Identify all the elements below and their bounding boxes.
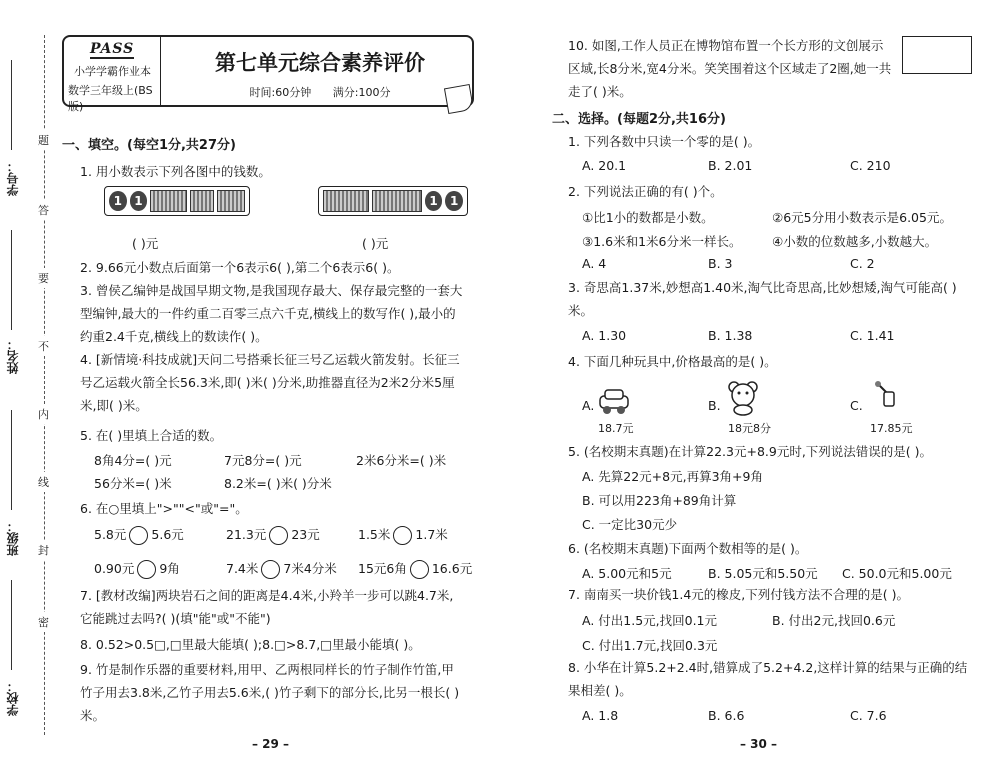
answer-blank[interactable]: ( )元 <box>362 236 389 251</box>
compare-item: 21.3元 23元 <box>226 525 320 545</box>
name-label: 姓名： <box>6 338 20 374</box>
header-box <box>62 35 474 113</box>
compare-item: 1.5米 1.7米 <box>358 525 448 545</box>
teddy-bear-icon <box>726 380 760 416</box>
answer-blank[interactable]: ( )元 <box>132 236 159 251</box>
price-label: 17.85元 <box>870 422 913 435</box>
price-label: 18.7元 <box>598 422 634 435</box>
display-area-figure <box>902 36 972 74</box>
choice-3: 3. 奇思高1.37米,妙想高1.40米,淘气比奇思高,比妙想矮,淘气可能高( )米。 <box>568 280 957 318</box>
statement: ④小数的位数越多,小数越大。 <box>772 234 938 249</box>
choice-7: 7. 南南买一块价钱1.4元的橡皮,下列付钱方法不合理的是( )。 <box>568 587 909 602</box>
time-limit: 时间:60分钟 <box>249 86 312 99</box>
class-label: 班级： <box>6 520 20 556</box>
pass-logo: PASS <box>90 41 135 57</box>
section-choice-title: 二、选择。(每题2分,共16分) <box>552 112 726 127</box>
toy-fan-icon <box>872 380 902 410</box>
option[interactable]: C. 付出1.7元,找回0.3元 <box>582 638 718 653</box>
banknote-icon <box>150 190 187 212</box>
choice-5: 5. (名校期末真题)在计算22.3元+8.9元时,下列说法错误的是( )。 <box>568 444 933 459</box>
seal-char: 不 <box>38 336 49 356</box>
seal-char: 答 <box>38 200 49 220</box>
banknote-icon <box>190 190 213 212</box>
coin-icon: 1 <box>109 191 127 211</box>
series-panel <box>64 37 161 113</box>
option[interactable]: B. 可以用223角+89角计算 <box>582 493 737 508</box>
option[interactable]: C. <box>850 398 863 413</box>
option[interactable]: C. 一定比30元少 <box>582 517 678 532</box>
seal-char: 要 <box>38 268 49 288</box>
seal-char: 内 <box>38 404 49 424</box>
school-label: 学校： <box>6 680 20 716</box>
choice-6: 6. (名校期末真题)下面两个数相等的是( )。 <box>568 541 808 556</box>
option[interactable]: A. 先算22元+8元,再算3角+9角 <box>582 469 763 484</box>
option[interactable]: A. 4 <box>582 256 607 271</box>
q5-item: 8角4分=( )元 <box>94 453 172 468</box>
seal-char: 密 <box>38 612 49 632</box>
option[interactable]: A. <box>582 398 595 413</box>
compare-circle[interactable] <box>261 560 280 579</box>
page-title: 第七单元综合素养评价 <box>215 50 425 75</box>
statement: ②6元5分用小数表示是6.05元。 <box>772 210 952 225</box>
price-label: 18元8分 <box>728 422 771 435</box>
question-4: 4. [新情境·科技成就]天问二号搭乘长征三号乙运载火箭发射。长征三号乙运载火箭全长56.3米,即( )米( )分米,助推器直径为2米2分米5厘米,即( )米。 <box>80 352 460 413</box>
statement: ③1.6米和1米6分米一样长。 <box>582 234 742 249</box>
option[interactable]: B. 付出2元,找回0.6元 <box>772 613 896 628</box>
statement: ①比1小的数都是小数。 <box>582 210 714 225</box>
q5-item: 2米6分米=( )米 <box>356 453 447 468</box>
page-number: – 30 – <box>740 737 778 751</box>
option[interactable]: B. <box>708 398 721 413</box>
section-fill-blank-title: 一、填空。(每空1分,共27分) <box>62 138 236 153</box>
question-7: 7. [教材改编]两块岩石之间的距离是4.4米,小羚羊一步可以跳4.7米,它能跳过去吗?( )(填"能"或"不能") <box>80 588 454 626</box>
coin-icon: 1 <box>445 191 463 211</box>
grade-label: 数学三年级上(BS版) <box>68 84 153 113</box>
option[interactable]: A. 20.1 <box>582 158 627 173</box>
coin-icon: 1 <box>425 191 443 211</box>
compare-circle[interactable] <box>410 560 429 579</box>
q5-item: 7元8分=( )元 <box>224 453 302 468</box>
money-image-a <box>104 186 250 216</box>
student-id-line <box>11 60 12 150</box>
seal-char: 线 <box>38 472 49 492</box>
school-line <box>11 580 12 670</box>
option[interactable]: B. 6.6 <box>708 708 745 723</box>
question-3: 3. 曾侯乙编钟是战国早期文物,是我国现存最大、保存最完整的一套大型编钟,最大的一件约重二百零三点六千克,横线上的数写作( ),最小的约重2.4千克,横线上的数读作( )。 <box>80 283 463 344</box>
option[interactable]: C. 210 <box>850 158 891 173</box>
banknote-icon <box>217 190 245 212</box>
choice-1: 1. 下列各数中只读一个零的是( )。 <box>568 134 761 149</box>
banknote-icon <box>372 190 422 212</box>
option[interactable]: B. 2.01 <box>708 158 753 173</box>
choice-8: 8. 小华在计算5.2+2.4时,错算成了5.2+4.2,这样计算的结果与正确的结果相差( )。 <box>568 660 968 698</box>
choice-4: 4. 下面几种玩具中,价格最高的是( )。 <box>568 354 777 369</box>
binding-margin <box>0 0 52 778</box>
seal-char: 封 <box>38 540 49 560</box>
money-image-b <box>318 186 468 216</box>
option[interactable]: C. 1.41 <box>850 328 895 343</box>
option[interactable]: B. 5.05元和5.50元 <box>708 566 818 581</box>
compare-item: 7.4米 7米4分米 <box>226 559 337 579</box>
coin-icon: 1 <box>130 191 148 211</box>
student-id-label: 学号： <box>6 160 20 196</box>
page-number: – 29 – <box>252 737 290 751</box>
option[interactable]: C. 7.6 <box>850 708 887 723</box>
option[interactable]: A. 付出1.5元,找回0.1元 <box>582 613 718 628</box>
question-1: 1. 用小数表示下列各图中的钱数。 <box>80 164 271 179</box>
compare-circle[interactable] <box>269 526 288 545</box>
name-line <box>11 230 12 330</box>
compare-item: 15元6角 16.6元 <box>358 559 472 579</box>
full-score: 满分:100分 <box>332 86 391 99</box>
question-2: 2. 9.66元小数点后面第一个6表示6( ),第二个6表示6( )。 <box>80 260 400 275</box>
series-name: 小学学霸作业本 <box>74 65 151 78</box>
question-8: 8. 0.52>0.5□,□里最大能填( );8.□>8.7,□里最小能填( )。 <box>80 637 421 652</box>
option[interactable]: A. 5.00元和5元 <box>582 566 672 581</box>
question-6: 6. 在○里填上">""<"或"="。 <box>80 501 248 516</box>
option[interactable]: A. 1.30 <box>582 328 627 343</box>
compare-item: 5.8元 5.6元 <box>94 525 184 545</box>
right-page <box>500 0 1000 778</box>
q5-item: 56分米=( )米 <box>94 476 172 491</box>
option[interactable]: C. 50.0元和5.00元 <box>842 566 952 581</box>
compare-circle[interactable] <box>137 560 156 579</box>
seal-char: 题 <box>38 130 49 150</box>
page-curl-decoration <box>444 84 474 114</box>
class-line <box>11 410 12 510</box>
q5-item: 8.2米=( )米( )分米 <box>224 476 332 491</box>
question-10: 10. 如图,工作人员正在博物馆布置一个长方形的文创展示区域,长8分米,宽4分米。笑笑围着这个区域走了2圈,她一共走了( )米。 <box>568 38 892 99</box>
exam-meta <box>172 84 468 100</box>
question-9: 9. 竹是制作乐器的重要材料,用甲、乙两根同样长的竹子制作竹笛,甲竹子用去3.8米,乙竹子用去5.6米,( )竹子剩下的部分长,比另一根长( )米。 <box>80 662 460 723</box>
choice-2: 2. 下列说法正确的有( )个。 <box>568 184 723 199</box>
compare-circle[interactable] <box>129 526 148 545</box>
option[interactable]: A. 1.8 <box>582 708 619 723</box>
question-5: 5. 在( )里填上合适的数。 <box>80 428 223 443</box>
compare-circle[interactable] <box>393 526 412 545</box>
option[interactable]: B. 3 <box>708 256 733 271</box>
banknote-icon <box>323 190 369 212</box>
option[interactable]: C. 2 <box>850 256 875 271</box>
option[interactable]: B. 1.38 <box>708 328 753 343</box>
compare-item: 0.90元 9角 <box>94 559 180 579</box>
toy-car-icon <box>598 386 630 416</box>
